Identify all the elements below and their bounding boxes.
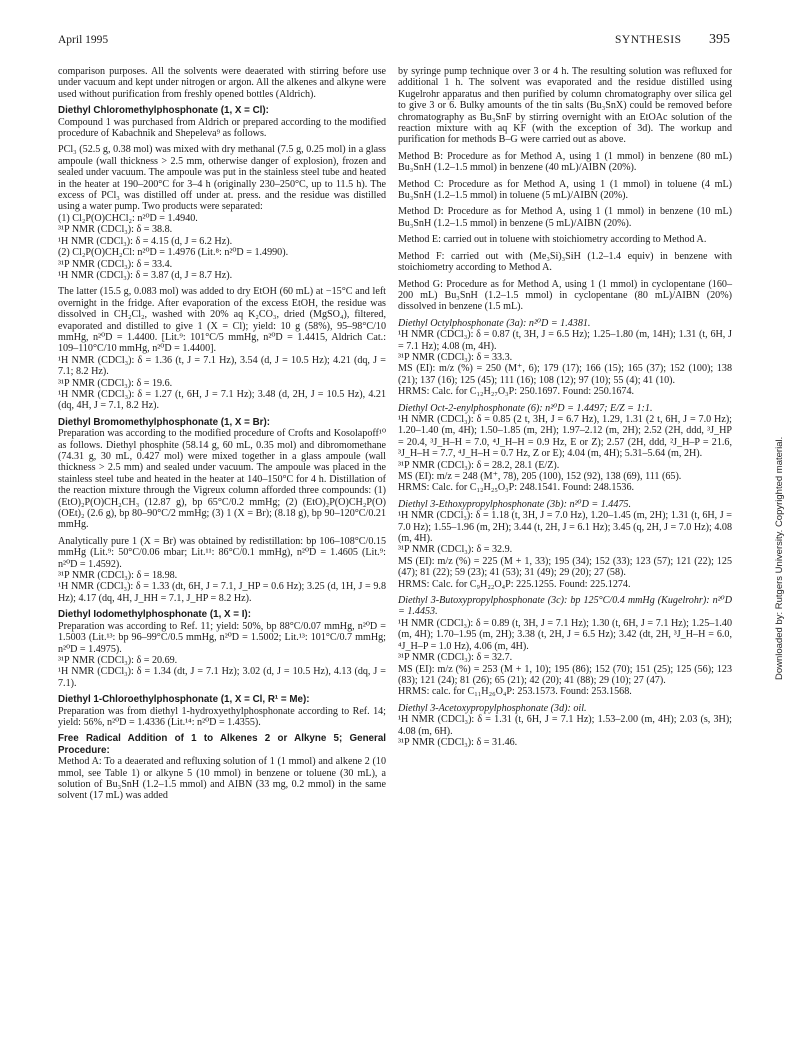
issue-date: April 1995 xyxy=(58,34,109,46)
section-heading: Free Radical Addition of 1 to Alkenes 2 or Alkyne 5; General Procedure: xyxy=(58,733,386,756)
text-paragraph: ³¹P NMR (CDCl₃): δ = 31.46. xyxy=(398,736,518,748)
page-header xyxy=(58,34,730,50)
text-paragraph: ³¹P NMR (CDCl₃): δ = 19.6. xyxy=(58,377,173,389)
page-number: 395 xyxy=(709,32,730,47)
text-paragraph: ¹H NMR (CDCl₃): δ = 1.36 (t, J = 7.1 Hz), 3.54 (d, J = 10.5 Hz); 4.21 (dq, J = 7.1; 8.2 Hz). xyxy=(58,354,386,378)
text-paragraph: ³¹P NMR (CDCl₃): δ = 33.4. xyxy=(58,258,173,270)
text-paragraph: ¹H NMR (CDCl₃): δ = 0.87 (t, 3H, J = 6.5 Hz); 1.25–1.80 (m, 14H); 1.31 (t, 6H, J = 7.1 Hz); 4.08 (m, 4H). xyxy=(398,329,732,352)
text-paragraph: ¹H NMR (CDCl₃): δ = 0.89 (t, 3H, J = 7.1 Hz); 1.30 (t, 6H, J = 7.1 Hz); 1.25–1.40 (m, 4H); 1.70–1.95 (m, 2H); 3.38 (t, 2H, J = 6.5 Hz); 3.42 (dt, 2H, ³J_H–H = 6.0, ⁴J_H–P = 1.0 Hz), 4.06 (m, 4H). xyxy=(398,617,732,652)
section-heading: Diethyl 1-Chloroethylphosphonate (1, X = Cl, R¹ = Me): xyxy=(58,694,310,706)
compound-heading: Diethyl 3-Ethoxypropylphosphonate (3b): n²⁰D = 1.4475. xyxy=(398,498,632,510)
text-paragraph: ¹H NMR (CDCl₃): δ = 1.33 (dt, 6H, J = 7.1, J_HP = 0.6 Hz); 3.25 (d, 1H, J = 9.8 Hz); 4.17 (dq, 4H, J_HH = 7.1, J_HP = 8.2 Hz). xyxy=(58,581,386,604)
text-paragraph: MS (EI): m/z (%) = 253 (M + 1, 10); 195 (86); 152 (70); 151 (25); 125 (56); 123 (83); 121 (24); 81 (26); 65 (21); 42 (20); 41 (88); 29 (10); 27 (47). xyxy=(398,663,732,686)
text-paragraph: ¹H NMR (CDCl₃): δ = 0.85 (2 t, 3H, J = 6.7 Hz), 1.29, 1.31 (2 t, 6H, J = 7.0 Hz); 1.20–1.40 (m, 4H); 1.50–1.85 (m, 2H); 1.97–2.12 (m, 2H); 2.52 (2H, ddd, ³J_HP = 20.4, ³J_H–H = 7.0, ⁴J_H–H = 0.9 Hz, E or Z); 2.57 (2H, ddd, ²J_H–P = 21.6, ³J_H–H = 7.7, ⁴J_H–H = 0.7 Hz, Z or E); 4.04 (m, 4H); 5.31–5.64 (m, 2H). xyxy=(398,413,732,460)
section-heading: Diethyl Bromomethylphosphonate (1, X = Br): xyxy=(58,416,271,428)
text-paragraph: ³¹P NMR (CDCl₃): δ = 38.8. xyxy=(58,224,173,236)
left-column xyxy=(58,66,386,802)
text-paragraph: Method F: carried out with (Me₃Si)₃SiH (1.2–1.4 equiv) in benzene with stoichiometry according to Method A. xyxy=(398,250,732,274)
compound-heading: Diethyl Octylphosphonate (3a): n²⁰D = 1.4381. xyxy=(398,317,591,329)
text-paragraph: HRMS: Calc. for C₁₂H₂₅O₃P: 248.1541. Found: 248.1536. xyxy=(398,482,635,494)
text-paragraph: by syringe pump technique over 3 or 4 h. The resulting solution was refluxed for additional 1 h. The solvent was evaporated and the residue distilled using Kugelrohr apparatus and then purified by column chromatography over silica gel to give 3 or 6. Bulky amounts of the tin salts (Bu₃SnX) could be removed before chromatography as Bu₃SnF by stirring overnight with an EtOAc solution of the reaction mixture with aq KF (with the exception of 3d). The workup and purification for methods B–G were carried out as above. xyxy=(398,66,732,146)
download-notice-text: Downloaded by: Rutgers University. Copyrighted material. xyxy=(774,436,785,680)
section-heading: Diethyl Iodomethylphosphonate (1, X = I): xyxy=(58,609,251,621)
text-paragraph: ¹H NMR (CDCl₃): δ = 1.31 (t, 6H, J = 7.1 Hz); 1.53–2.00 (m, 4H); 2.03 (s, 3H); 4.08 (m, 6H). xyxy=(398,714,732,737)
text-paragraph: ³¹P NMR (CDCl₃): δ = 32.7. xyxy=(398,652,513,664)
text-paragraph: HRMS: Calc. for C₁₂H₂₇O₃P: 250.1697. Found: 250.1674. xyxy=(398,386,635,398)
text-paragraph: ¹H NMR (CDCl₃): δ = 4.15 (d, J = 6.2 Hz). xyxy=(58,235,233,247)
text-paragraph: ³¹P NMR (CDCl₃): δ = 18.98. xyxy=(58,570,178,582)
text-paragraph: Method A: To a deaerated and refluxing solution of 1 (1 mmol) and alkene 2 (10 mmol, see Table 1) or alkyne 5 (10 mmol) in benzene or toluene (30 mL), a solution of Bu₃SnH (1.2–1.5 mmol) and AIBN (33 mg, 0.2 mmol) in the same solvent (17 mL) was added xyxy=(58,756,386,802)
text-paragraph: Method E: carried out in toluene with stoichiometry according to Method A. xyxy=(398,234,707,246)
compound-heading: Diethyl 3-Acetoxypropylphosphonate (3d): oil. xyxy=(398,702,587,714)
text-paragraph: ³¹P NMR (CDCl₃): δ = 28.2, 28.1 (E/Z). xyxy=(398,459,560,471)
text-paragraph: ¹H NMR (CDCl₃): δ = 1.34 (dt, J = 7.1 Hz); 3.02 (d, J = 10.5 Hz), 4.13 (dq, J = 7.1). xyxy=(58,666,386,689)
text-paragraph: MS (EI): m/z (%) = 225 (M + 1, 33); 195 (34); 152 (33); 123 (57); 121 (22); 125 (47); 81 (22); 59 (23); 41 (53); 31 (49); 29 (20); 27 (58). xyxy=(398,555,732,579)
download-notice xyxy=(762,398,785,680)
text-paragraph: ¹H NMR (CDCl₃): δ = 1.27 (t, 6H, J = 7.1 Hz); 3.48 (d, 2H, J = 10.5 Hz), 4.21 (dq, 4H, J = 7.1, 8.2 Hz). xyxy=(58,388,386,412)
text-paragraph: Analytically pure 1 (X = Br) was obtained by redistillation: bp 106–108°C/0.15 mmHg (Lit.⁹: 50°C/0.06 mbar; Lit.¹¹: 86°C/0.1 mmHg), n²⁰D = 1.4605 (Lit.⁹: n²⁰D = 1.4592). xyxy=(58,535,386,570)
text-paragraph: Preparation was according to the modified procedure of Crofts and Kosolapoff¹⁰ as follows. Diethyl phosphite (58.14 g, 60 mL, 0.35 mol) and dibromomethane (74.31 g, 30 mL, 0.427 mol) were mixed together in a glass ampoule (wall thickness > 2.5 mm) and sealed under vacuum. The ampoule was placed in the stainless steel tube and heated in the heater at 140–150°C for 4 h. Distillation of the reaction mixture through the Vigreux column afforded three compounds: (1) (EtO)₂P(O)CH₂CH₃ (12.87 g), bp 65°C/0.2 mmHg; (2) (EtO)₂P(O)CH₂P(O)(OEt)₂ (2.6 g), bp 80–90°C/2 mmHg; (3) 1 (X = Br); (8.18 g), bp 90–120°C/0.21 mmHg. xyxy=(58,428,386,531)
text-paragraph: Method C: Procedure as for Method A, using 1 (1 mmol) in toluene (4 mL) Bu₃SnH (1.2–1.5 mmol) in toluene (5 mL)/AIBN (20%). xyxy=(398,178,732,202)
section-heading: Diethyl Chloromethylphosphonate (1, X = Cl): xyxy=(58,105,269,117)
journal-name: SYNTHESIS xyxy=(615,34,682,46)
text-paragraph: HRMS: Calc. for C₉H₂₂O₄P: 225.1255. Found: 225.1274. xyxy=(398,578,631,590)
text-paragraph: The latter (15.5 g, 0.083 mol) was added to dry EtOH (60 mL) at −15°C and left overnight in the fridge. After evaporation of the excess EtOH, the residue was dissolved in CH₂Cl₂, washed with 20% aq K₂CO₃, dried (MgSO₄), filtered, evaporated and distilled to give 1 (X = Cl); yield: 10 g (58%), 95–98°C/10 mmHg, n²⁰D = 1.4400. [Lit.⁹: 101°C/5 mmHg, n²⁰D = 1.4415, Aldrich Cat.: 109–110°C/10 mmHg, n²⁰D = 1.4400]. xyxy=(58,286,386,355)
text-paragraph: Preparation was according to Ref. 11; yield: 50%, bp 88°C/0.07 mmHg, n²⁰D = 1.5003 (Lit.¹³: bp 96–99°C/0.5 mmHg, n²⁰D = 1.5002; Lit.¹³: 101°C/0.7 mmHg; n²⁰D = 1.4975). xyxy=(58,620,386,655)
text-paragraph: MS (EI): m/z (%) = 250 (M⁺, 6); 179 (17); 166 (15); 165 (37); 152 (100); 138 (21); 137 (16); 125 (45); 111 (16); 108 (12); 97 (10); 55 (4); 41 (10). xyxy=(398,363,732,386)
text-paragraph: (2) Cl₂P(O)CH₂Cl: n²⁰D = 1.4976 (Lit.⁸: n²⁰D = 1.4990). xyxy=(58,247,289,259)
text-paragraph: Preparation was from diethyl 1-hydroxyethylphosphonate according to Ref. 14; yield: 56%, n²⁰D = 1.4336 (Lit.¹⁴: n²⁰D = 1.4355). xyxy=(58,705,386,728)
text-paragraph: ³¹P NMR (CDCl₃): δ = 33.3. xyxy=(398,351,513,363)
text-paragraph: MS (EI): m/z = 248 (M⁺, 78), 205 (100), 152 (92), 138 (69), 111 (65). xyxy=(398,471,682,482)
text-paragraph: Compound 1 was purchased from Aldrich or prepared according to the modified procedure of Kabachnik and Shepeleva⁹ as follows. xyxy=(58,116,386,140)
text-paragraph: comparison purposes. All the solvents were deaerated with stirring before use under vacuum and kept under nitrogen or argon. All the alkenes and alkyne were used without purification from freshly opened bottles (Aldrich). xyxy=(58,66,386,100)
text-paragraph: PCl₃ (52.5 g, 0.38 mol) was mixed with dry methanal (7.5 g, 0.25 mol) in a glass ampoule (wall thickness > 2.5 mm, otherwise danger of explosion), frozen and sealed under vacuum. The ampoule was put in the stainless steel tube and heated in the heater at 190–200°C for 3–4 h (originally 230–250°C, up to 11.5 h). The excess of PCl₃ was distilled off under at. press. and the residue was distilled using a water pump. Two products were separated: xyxy=(58,144,386,213)
text-paragraph: Method G: Procedure as for Method A, using 1 (1 mmol) in cyclopentane (160–200 mL) Bu₃SnH (1.2–1.5 mmol) in cyclopentane (80 mL)/AIBN (20%) dissolved in benzene (1.5 mL). xyxy=(398,278,732,313)
text-paragraph: ³¹P NMR (CDCl₃): δ = 20.69. xyxy=(58,654,178,666)
right-column xyxy=(398,66,732,748)
text-paragraph: Method B: Procedure as for Method A, using 1 (1 mmol) in benzene (80 mL) Bu₃SnH (1.2–1.5 mmol) in benzene (40 mL)/AIBN (20%). xyxy=(398,150,732,174)
text-paragraph: ¹H NMR (CDCl₃): δ = 1.18 (t, 3H, J = 7.0 Hz), 1.20–1.45 (m, 2H); 1.31 (t, 6H, J = 7.0 Hz); 1.55–1.96 (m, 2H); 3.44 (t, 2H, J = 6.1 Hz); 3.45 (q, 2H, J = 7.0 Hz); 4.08 (m, 4H). xyxy=(398,510,732,545)
compound-heading: Diethyl 3-Butoxypropylphosphonate (3c): bp 125°C/0.4 mmHg (Kugelrohr): n²⁰D = 1.4453. xyxy=(398,595,732,618)
text-paragraph: ³¹P NMR (CDCl₃): δ = 32.9. xyxy=(398,544,513,556)
text-paragraph: Method D: Procedure as for Method A, using 1 (1 mmol) in benzene (10 mL) Bu₃SnH (1.2–1.5 mmol) in benzene (5 mL)/AIBN (20%). xyxy=(398,206,732,229)
text-paragraph: (1) Cl₂P(O)CHCl₂: n²⁰D = 1.4940. xyxy=(58,212,198,224)
text-paragraph: ¹H NMR (CDCl₃): δ = 3.87 (d, J = 8.7 Hz). xyxy=(58,269,233,281)
text-paragraph: HRMS: calc. for C₁₁H₂₆O₄P: 253.1573. Found: 253.1568. xyxy=(398,686,632,698)
compound-heading: Diethyl Oct-2-enylphosphonate (6): n²⁰D = 1.4497; E/Z = 1:1. xyxy=(398,402,653,414)
